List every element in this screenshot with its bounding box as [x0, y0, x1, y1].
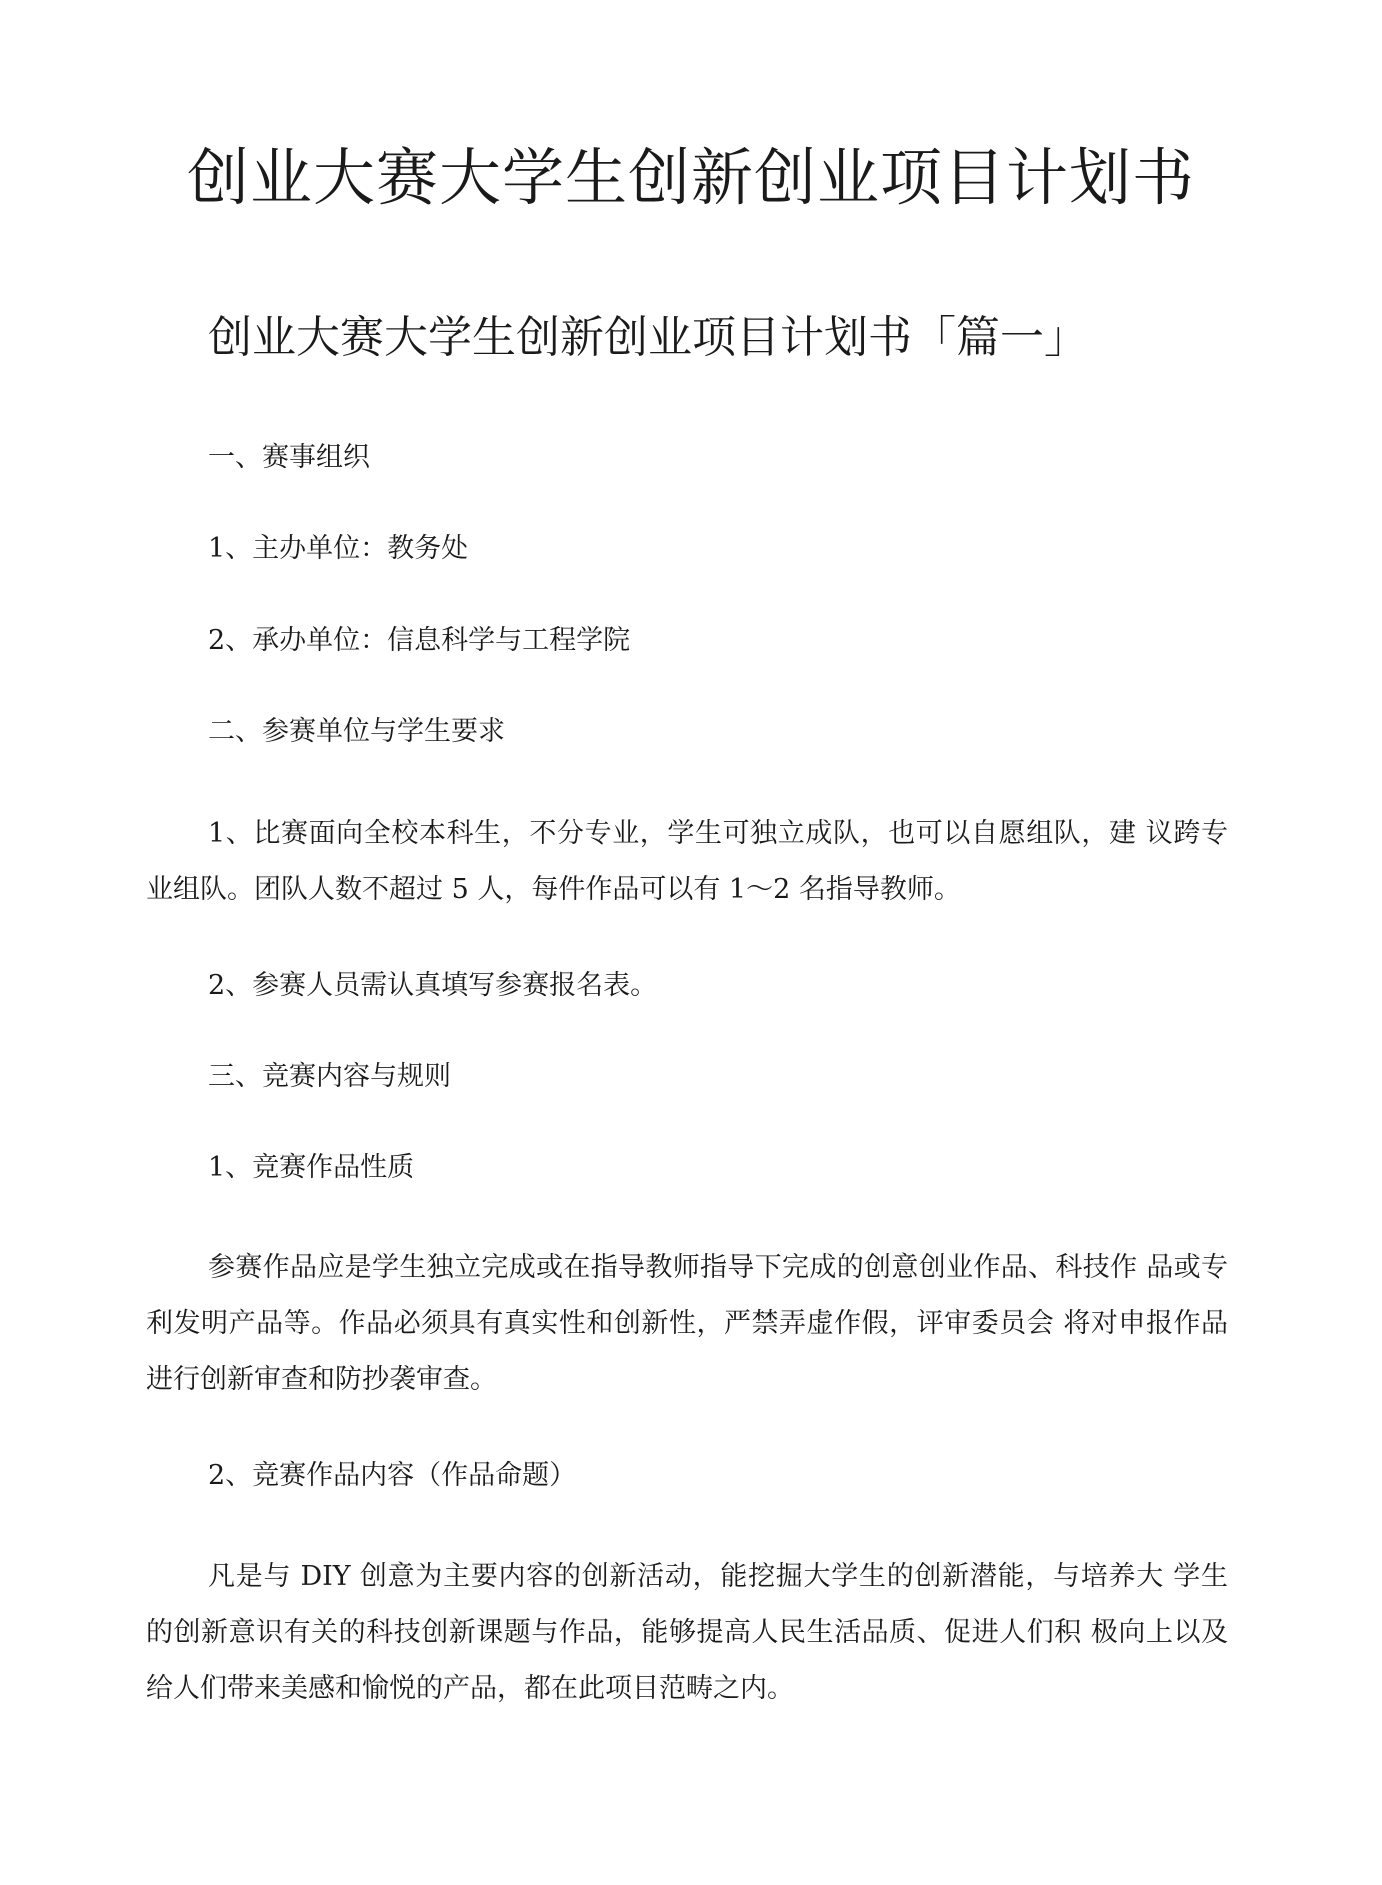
heading-content-rules: 三、竞赛内容与规则: [208, 1061, 451, 1092]
heading-work-content: 2、竞赛作品内容（作品命题）: [208, 1460, 577, 1491]
paragraph-work-nature: 参赛作品应是学生独立完成或在指导教师指导下完成的创意创业作品、科技作 品或专利发明产品等。作品必须具有真实性和创新性，严禁弄虚作假，评审委员会 将对申报作品进行创新审查和防抄袭审查。: [146, 1252, 1228, 1395]
registration-line: 2、参赛人员需认真填写参赛报名表。: [208, 970, 658, 1001]
organizer-line: 1、主办单位：教务处: [208, 533, 469, 564]
paragraph-team-rules: 1、比赛面向全校本科生，不分专业，学生可独立成队，也可以自愿组队，建 议跨专业组队。团队人数不超过 5 人，每件作品可以有 1〜2 名指导教师。: [146, 818, 1228, 905]
heading-participants: 二、参赛单位与学生要求: [208, 716, 505, 747]
section-subtitle: 创业大赛大学生创新创业项目计划书「篇一」: [208, 312, 1088, 363]
paragraph-work-content: 凡是与 DIY 创意为主要内容的创新活动，能挖掘大学生的创新潜能，与培养大 学生的创新意识有关的科技创新课题与作品，能够提高人民生活品质、促进人们积 极向上以及给人们带来美感和愉悦的产品，都在此项目范畴之内。: [146, 1561, 1228, 1704]
host-unit-line: 2、承办单位：信息科学与工程学院: [208, 625, 631, 656]
document-title: 创业大赛大学生创新创业项目计划书: [186, 141, 1195, 214]
heading-event-organization: 一、赛事组织: [208, 442, 370, 473]
heading-work-nature: 1、竞赛作品性质: [208, 1152, 415, 1183]
